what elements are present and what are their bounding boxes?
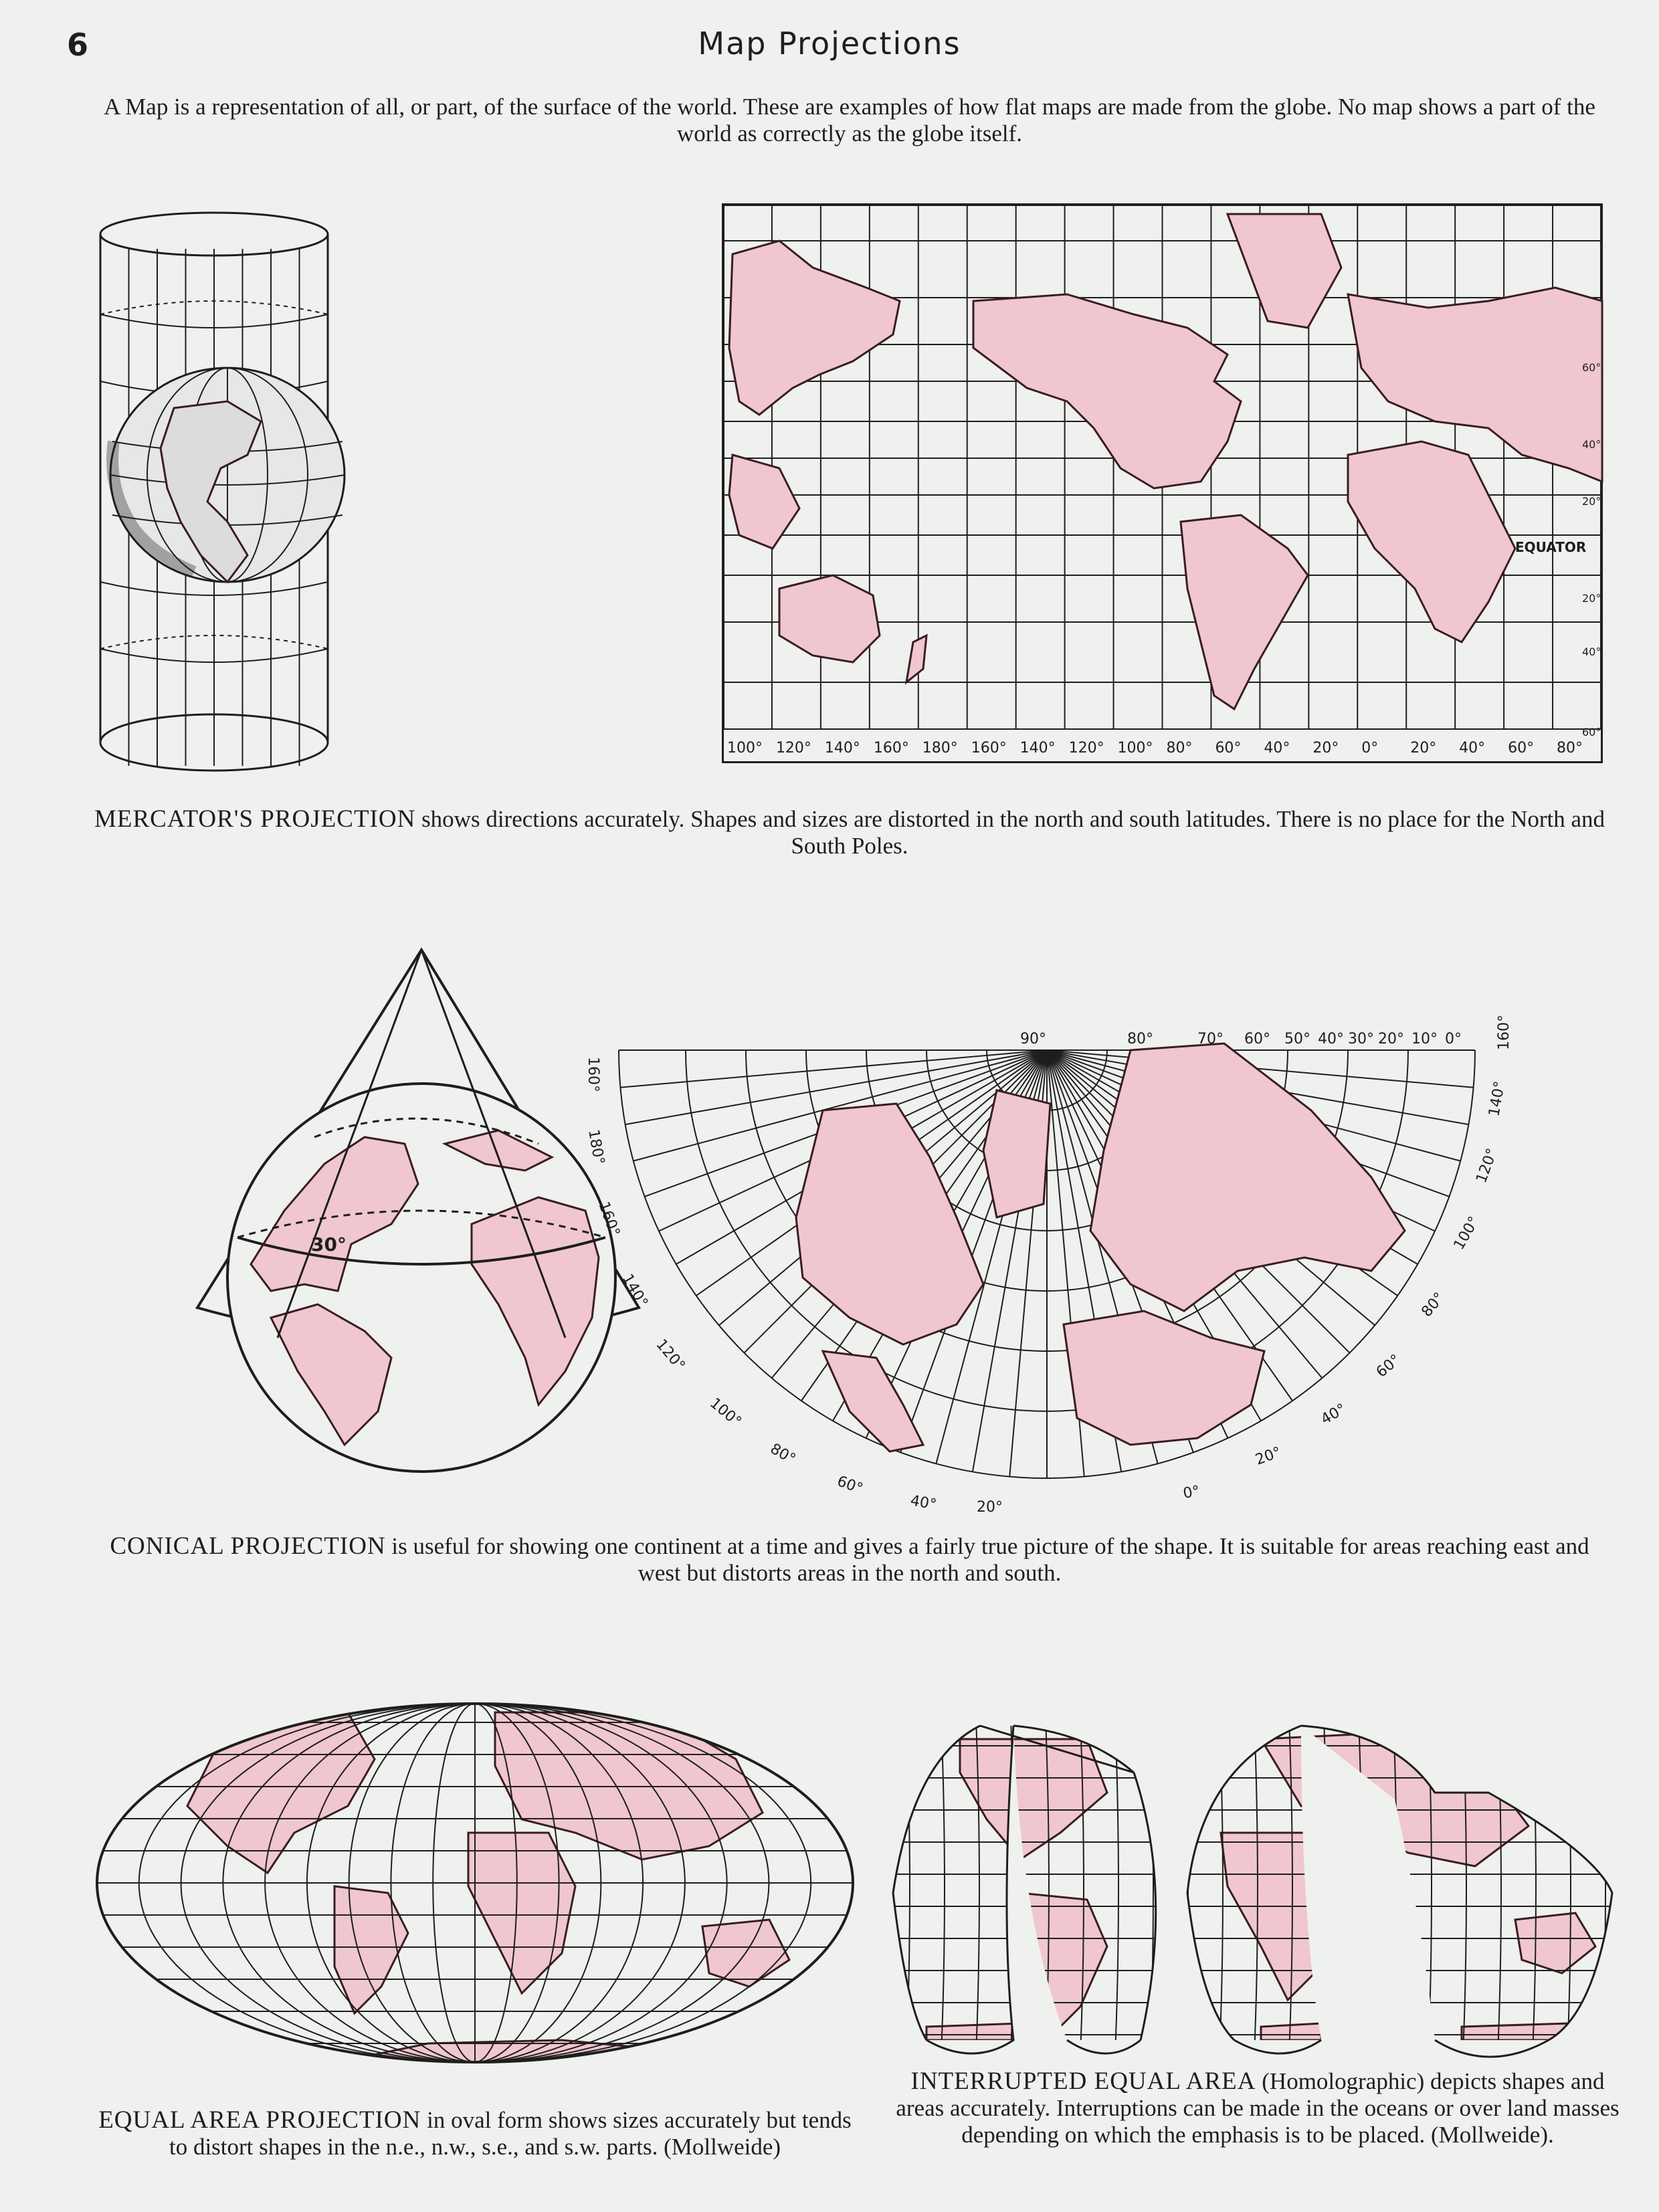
conical-right-label: 0°	[1181, 1482, 1201, 1502]
mercator-caption-lead: MERCATOR'S PROJECTION	[94, 805, 416, 833]
mercator-longitude-label: 80°	[1557, 740, 1583, 757]
mercator-longitude-label: 180°	[922, 740, 958, 757]
conical-left-label: 100°	[706, 1395, 745, 1431]
mollweide-land-africa	[468, 1833, 575, 1993]
mercator-land-greenland	[1228, 214, 1341, 328]
mercator-longitude-label: 120°	[775, 740, 811, 757]
conical-left-label: 80°	[767, 1440, 799, 1468]
conical-left-label: 40°	[908, 1492, 938, 1514]
interrupted-land-australia	[1515, 1913, 1595, 1973]
mercator-map	[719, 201, 1605, 766]
conical-top-label: 90°	[1020, 1031, 1046, 1047]
mercator-caption	[94, 806, 1605, 860]
conical-caption-text: is useful for showing one continent at a time and gives a fairly true picture of the shape. It is suitable for areas reaching east and west but distorts areas in the north and south.	[385, 1533, 1589, 1586]
interrupted-land-south-america	[1020, 1893, 1107, 2033]
conical-top-label: 70°	[1197, 1031, 1224, 1047]
mercator-land-new-zealand	[906, 635, 926, 682]
mercator-longitude-label: 0°	[1361, 740, 1379, 757]
conical-land-eurasia	[1090, 1043, 1405, 1311]
conical-right-label: 40°	[1318, 1401, 1349, 1429]
mercator-land-africa	[1348, 441, 1515, 642]
conical-right-label: 100°	[1450, 1213, 1483, 1253]
mercator-longitude-label: 120°	[1068, 740, 1104, 757]
conical-right-label: 60°	[1373, 1351, 1404, 1381]
cone-parallel-label: 30°	[311, 1233, 347, 1255]
mercator-latitude-label: 20°	[1582, 592, 1601, 605]
conical-meridian	[620, 1050, 1047, 1088]
interrupted-caption	[893, 2068, 1622, 2148]
conical-map	[582, 1015, 1532, 1516]
page-number: 6	[67, 27, 89, 63]
interrupted-land-africa	[1221, 1833, 1348, 2000]
mercator-land-australia	[779, 575, 880, 662]
mercator-longitude-label: 40°	[1264, 740, 1290, 757]
equal-area-caption-text: in oval form shows sizes accurately but tends to distort shapes in the n.e., n.w., s.e., and s.w. parts. (Mollweide)	[169, 2107, 852, 2160]
interrupted-caption-lead: INTERRUPTED EQUAL AREA	[910, 2068, 1256, 2095]
conical-top-label: 10°	[1411, 1031, 1438, 1047]
conical-left-label: 20°	[977, 1499, 1003, 1516]
conical-right-label: 80°	[1418, 1289, 1448, 1320]
conical-left-label: 180°	[585, 1128, 607, 1167]
interrupted-map	[886, 1719, 1622, 2074]
conical-top-label: 80°	[1127, 1031, 1153, 1047]
mercator-equator-label: EQUATOR	[1515, 539, 1587, 555]
mercator-latitude-label: 20°	[1582, 495, 1601, 508]
mercator-latitude-label: 60°	[1582, 726, 1601, 738]
mercator-longitude-label: 100°	[727, 740, 763, 757]
conical-land-south-america	[823, 1351, 923, 1451]
conical-top-label: 40°	[1318, 1031, 1344, 1047]
conical-land-greenland	[983, 1090, 1050, 1217]
equal-area-caption	[94, 2107, 856, 2160]
conical-top-label: 0°	[1445, 1031, 1462, 1047]
conical-left-label: 160°	[585, 1057, 601, 1092]
mercator-longitude-label: 20°	[1410, 740, 1437, 757]
mercator-longitude-label: 20°	[1312, 740, 1339, 757]
mercator-longitude-label: 80°	[1166, 740, 1193, 757]
conical-caption	[94, 1533, 1605, 1587]
mercator-longitude-label: 40°	[1459, 740, 1486, 757]
conical-right-label: 120°	[1473, 1146, 1501, 1186]
conical-right-label: 20°	[1253, 1443, 1284, 1469]
mercator-longitude-label: 60°	[1508, 740, 1535, 757]
cylinder-globe-illustration	[94, 207, 334, 783]
page-title: Map Projections	[698, 25, 961, 62]
conical-land-north-america	[796, 1104, 983, 1344]
mercator-longitude-label: 140°	[1019, 740, 1056, 757]
mercator-longitude-label: 140°	[824, 740, 860, 757]
mercator-longitude-label: 60°	[1215, 740, 1242, 757]
mercator-longitude-label: 100°	[1117, 740, 1153, 757]
interrupted-meridian	[1602, 1719, 1605, 2053]
mercator-latitude-label: 60°	[1582, 361, 1601, 374]
conical-caption-lead: CONICAL PROJECTION	[110, 1532, 386, 1560]
mercator-land-north-america	[729, 241, 900, 415]
conical-left-label: 160°	[595, 1199, 623, 1239]
mercator-latitude-label: 40°	[1582, 438, 1601, 451]
mollweide-map	[94, 1699, 856, 2067]
conical-left-label: 120°	[652, 1336, 688, 1375]
conical-top-label: 20°	[1378, 1031, 1404, 1047]
interrupted-land-antarctica-east	[1261, 2023, 1321, 2040]
intro-text: A Map is a representation of all, or part, of the surface of the world. These are examples of how flat maps are made from the globe. No map shows a part of the world as correctly as the globe itself.	[104, 94, 1595, 146]
interrupted-meridian	[906, 1719, 910, 2053]
conical-left-label: 140°	[618, 1271, 651, 1310]
conical-top-label: 60°	[1244, 1031, 1270, 1047]
conical-right-label: 140°	[1486, 1080, 1509, 1118]
conical-left-label: 60°	[834, 1473, 866, 1498]
conical-land-africa	[1064, 1311, 1264, 1445]
conical-top-label: 30°	[1348, 1031, 1374, 1047]
mercator-caption-text: shows directions accurately. Shapes and sizes are distorted in the north and south latitudes. There is no place for the North and South Poles.	[415, 806, 1605, 859]
mercator-longitude-label: 160°	[971, 740, 1007, 757]
interrupted-caption-text: (Homolographic) depicts shapes and areas accurately. Interruptions can be made in the oceans or over land masses depending on which the emphasis is to be placed. (Mollweide).	[896, 2068, 1620, 2148]
mercator-land-asia	[973, 294, 1241, 488]
mercator-land-south-america	[1181, 515, 1308, 709]
interrupted-meridian	[1324, 1719, 1327, 2053]
interrupted-land-antarctica	[926, 2023, 1020, 2040]
mercator-longitude-label: 160°	[873, 740, 909, 757]
cone-globe-illustration	[191, 943, 646, 1492]
conical-right-label: 160°	[1496, 1015, 1512, 1050]
conical-top-label: 50°	[1284, 1031, 1310, 1047]
equal-area-caption-lead: EQUAL AREA PROJECTION	[98, 2106, 421, 2134]
interrupted-meridian	[1150, 1719, 1153, 2053]
mercator-latitude-label: 40°	[1582, 645, 1601, 658]
